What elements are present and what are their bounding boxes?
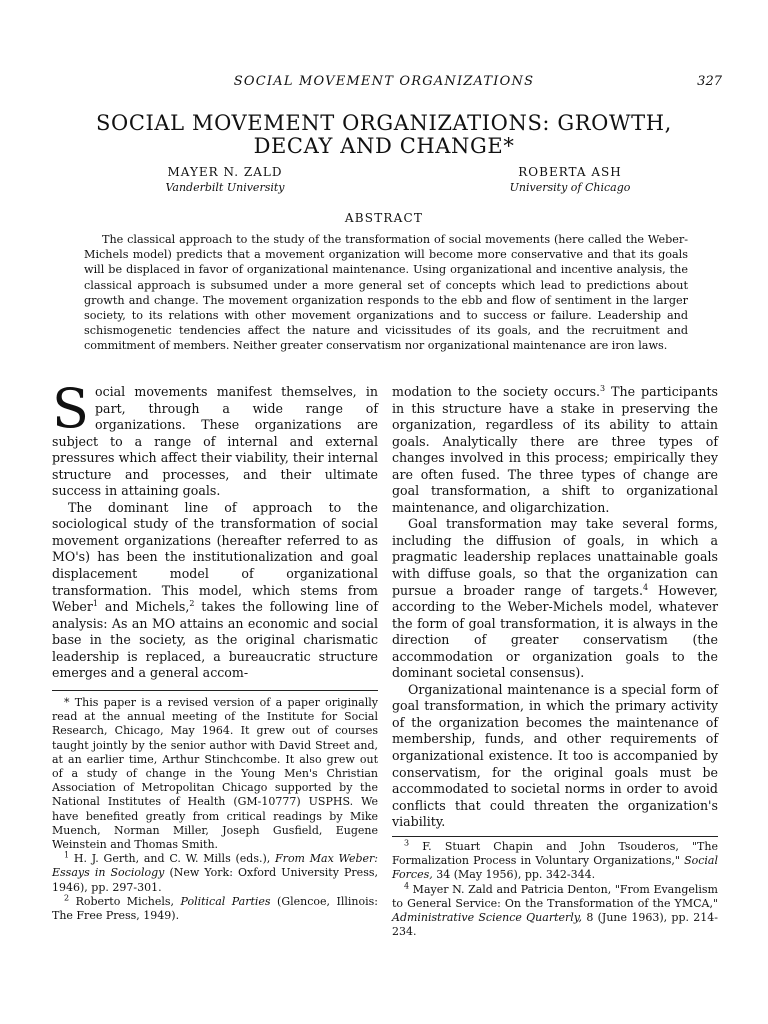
- paragraph-intro-text: ocial movements manifest themselves, in part, through a wide range of organizations. These organizations are subject to a range of internal and external pressures which affect their viability, their internal structure and processes, and their ultimate success in attaining goals.: [52, 384, 378, 499]
- author-name: ROBERTA ASH: [518, 165, 622, 179]
- abstract-heading: ABSTRACT: [344, 211, 424, 225]
- article-title: [60, 112, 708, 158]
- abstract-text: The classical approach to the study of the transformation of social movements (here called the Weber-Michels model) predicts that a movement organization will become more conservative and that its goals will be displaced in favor of organizational maintenance. Using organizational and incentive analysis, the classical approach is subsumed under a more general set of concepts which lead to predictions about growth and change. The movement organization responds to the ebb and flow of sentiment in the larger society, to its relations with other movement organizations and to success or failure. Leadership and schismogenetic tendencies affect the nature and vicissitudes of its goals, and the recruitment and commitment of members. Neither greater conservatism nor organizational maintenance are iron laws.: [84, 233, 688, 353]
- footnote-text: (Glencoe, Illinois: The Free Press, 1949).: [52, 894, 378, 923]
- footnote-star: * This paper is a revised version of a paper originally read at the annual meeting of the Institute for Social Research, Chicago, May 1964. It grew out of courses taught jointly by the senior author with David Street and, at an earlier time, Arthur Stinchcombe. It also grew out of a study of change in the Young Men's Christian Association of Metropolitan Chicago supported by the National Institutes of Health (GM-10777) USPHS. We have benefited greatly from critical readings by Mike Muench, Norman Miller, Joseph Gusfield, Eugene Weinstein and Thomas Smith.: [52, 696, 378, 852]
- paragraph-text: Goal transformation may take several forms, including the diffusion of goals, in which a pragmatic leadership replaces unattainable goals with diffuse goals, so that the organization can pursue a broader range of targets.: [392, 516, 718, 598]
- footnote-mark: 1: [64, 850, 70, 860]
- footnote-4: [392, 880, 719, 940]
- footnote-divider: [392, 836, 718, 837]
- paragraph-dominant-approach: [52, 500, 378, 682]
- paragraph-text: takes the following line of analysis: As an MO attains an economic and social base in the society, as the original charismatic leadership is replaced, a bureaucratic structure emerges and a general accom-: [52, 599, 378, 681]
- running-title: SOCIAL MOVEMENT ORGANIZATIONS: [233, 74, 535, 89]
- footnote-ref-1: 1: [92, 598, 98, 608]
- author-block-2: [490, 165, 650, 195]
- running-header: [0, 74, 768, 92]
- title-line-2: DECAY AND CHANGE*: [253, 134, 515, 158]
- paragraph-text: The participants in this structure have a stake in preserving the organization, regardless of its ability to attain goals. Analytically there are three types of changes involved in this process; empirically they are often fused. The three types of change are goal transformation, a shift to organizational maintenance, and oligarchization.: [392, 384, 718, 515]
- footnote-ref-2: 2: [189, 598, 195, 608]
- footnote-3: [392, 840, 718, 883]
- paragraph-text: The dominant line of approach to the sociological study of the transformation of social movement organizations (hereafter referred to as MO's) has been the institutionalization and goal displacement model of organizational transformation. This model, which stems from Weber: [52, 499, 378, 615]
- footnote-2: [52, 895, 378, 923]
- footnote-text: 8 (June 1963), pp. 214-234.: [392, 911, 719, 939]
- paragraph-text: modation to the society occurs.: [392, 384, 601, 399]
- footnote-text: (New York: Oxford University Press, 1946), pp. 297-301.: [52, 866, 378, 894]
- footnote-text: 34 (May 1956), pp. 342-344.: [432, 868, 596, 882]
- author-block-1: [150, 165, 300, 195]
- footnote-text: H. J. Gerth, and C. W. Mills (eds.),: [69, 852, 276, 866]
- paragraph-organizational-maintenance: Organizational maintenance is a special form of goal transformation, in which the primary activity of the organization becomes the maintenance of membership, funds, and other requirements of organizational existence. It too is accompanied by conservatism, for the original goals must be accommodated to societal norms in order to avoid conflicts that could threaten the organization's viability.: [392, 681, 718, 830]
- page-number: 327: [697, 74, 722, 89]
- footnote-journal-title: Administrative Science Quarterly,: [392, 911, 583, 925]
- footnote-text: Roberto Michels,: [69, 894, 181, 908]
- paragraph-accommodation: [392, 384, 718, 516]
- drop-cap: S: [52, 377, 89, 440]
- title-line-1: SOCIAL MOVEMENT ORGANIZATIONS: GROWTH,: [96, 111, 672, 135]
- footnote-mark: 2: [64, 893, 70, 903]
- body-column-right: [392, 384, 718, 831]
- footnote-ref-4: 4: [642, 582, 649, 592]
- footnote-book-title: Political Parties: [180, 894, 271, 908]
- paragraph-intro: [52, 377, 378, 500]
- footnotes-right: [392, 840, 718, 939]
- footnote-mark: 4: [404, 880, 410, 890]
- paragraph-text: and Michels,: [98, 599, 190, 615]
- author-name: MAYER N. ZALD: [167, 165, 283, 179]
- paragraph-text: However, according to the Weber-Michels model, whatever the form of goal transformation, it is always in the direction of greater conservatism (the accommodation or organization goals to the dominant societal consensus).: [392, 582, 718, 681]
- footnote-book-title: From Max Weber: Essays in Sociology: [52, 852, 378, 880]
- footnote-text: Mayer N. Zald and Patricia Denton, "From Evangelism to General Service: On the Transformation of the YMCA,": [392, 882, 718, 910]
- paragraph-goal-transformation: [392, 516, 718, 681]
- footnote-journal-title: Social Forces,: [392, 854, 718, 882]
- author-affiliation: Vanderbilt University: [165, 181, 285, 194]
- footnote-ref-3: 3: [600, 383, 606, 393]
- footnote-text: F. Stuart Chapin and John Tsouderos, "The Formalization Process in Voluntary Organizations,": [392, 840, 718, 868]
- footnote-divider: [52, 690, 378, 691]
- footnote-mark: 3: [404, 838, 410, 848]
- footnote-1: [52, 852, 378, 895]
- footnotes-left: [52, 696, 378, 923]
- body-column-left: [52, 377, 378, 682]
- author-affiliation: University of Chicago: [509, 181, 631, 194]
